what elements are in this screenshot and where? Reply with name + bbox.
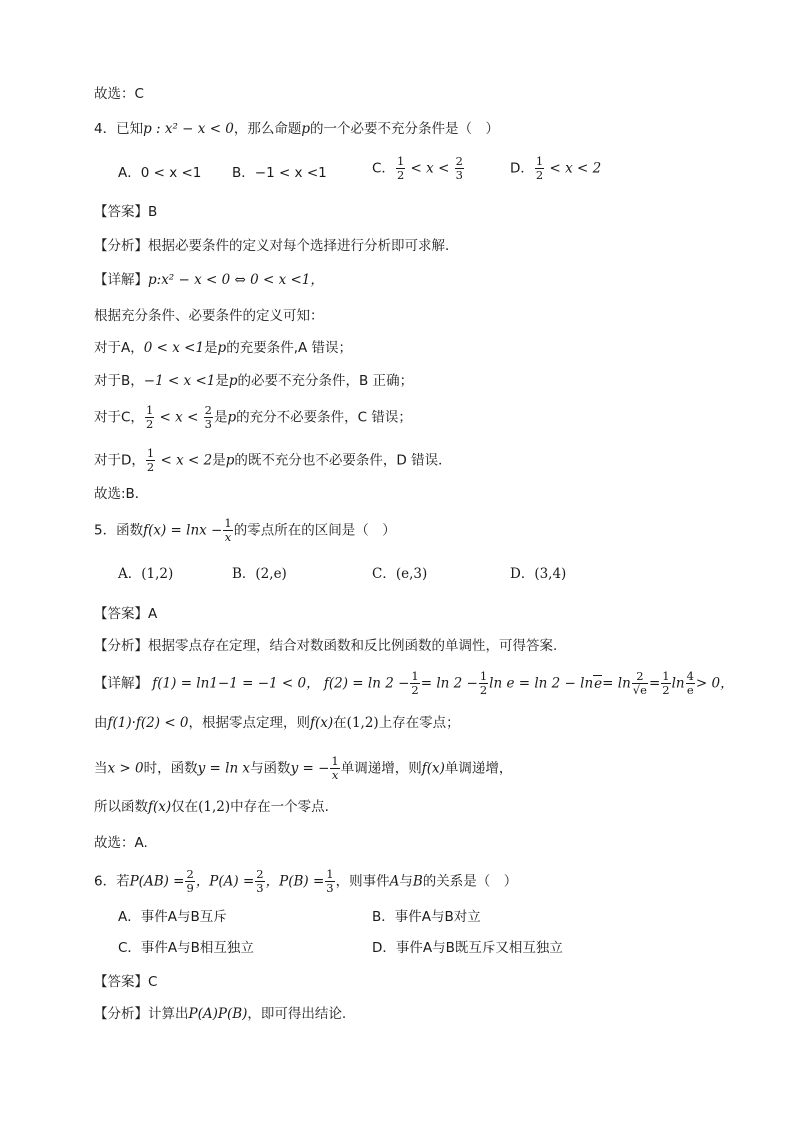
text-line: 对于D， $\frac{1}{2}$ < x < 2是p的既不充分也不必要条件，D 错误． — [94, 446, 452, 474]
option-b[interactable]: B．事件A与B对立 — [372, 909, 481, 925]
option-d[interactable]: D． $\frac{1}{2}$ < x < 2 — [510, 154, 602, 182]
detail-line: 【详解】p:x² − x < 0 ⇔ 0 < x <1， — [94, 272, 324, 288]
option-c[interactable]: C． $\frac{1}{2}$ < x < $\frac{2}{3}$ — [372, 154, 463, 182]
answer-line: 【答案】C — [94, 974, 158, 990]
text-line: 所以函数f(x)仅在(1,2)中存在一个零点. — [94, 799, 329, 815]
analysis-line: 【分析】根据零点存在定理，结合对数函数和反比例函数的单调性，可得答案. — [94, 638, 558, 654]
question-5-stem: 5．函数f(x) = lnx − $\frac{1}{x}$ 的零点所在的区间是（ ） — [94, 516, 396, 544]
option-d[interactable]: D．(3,4) — [510, 566, 567, 582]
question-4-stem: 4．已知p : x² − x < 0，那么命题p的一个必要不充分条件是（ ） — [94, 121, 500, 137]
option-b[interactable]: B．−1 < x <1 — [232, 165, 327, 181]
answer-line: 【答案】B — [94, 204, 158, 220]
text-line: 故选:B． — [94, 486, 149, 502]
text-line: 由f(1)·f(2) < 0，根据零点定理，则f(x)在(1,2)上存在零点； — [94, 715, 460, 731]
answer-line: 【答案】A — [94, 606, 158, 622]
question-6-stem: 6．若P(AB) = $\frac{2}{9}$ ，P(A) = $\frac{2}{3}$ ，P(B) = $\frac{1}{3}$ ，则事件A与B的关系是（ ） — [94, 867, 518, 895]
option-b[interactable]: B．(2,e) — [232, 566, 287, 582]
option-a[interactable]: A．0 < x <1 — [118, 165, 202, 181]
option-a[interactable]: A．事件A与B互斥 — [118, 909, 227, 925]
analysis-line: 【分析】根据必要条件的定义对每个选择进行分析即可求解． — [94, 238, 459, 254]
analysis-line: 【分析】计算出P(A)P(B)，即可得出结论. — [94, 1006, 347, 1022]
option-d[interactable]: D．事件A与B既互斥又相互独立 — [372, 940, 563, 956]
text-line: 故选：A. — [94, 835, 148, 851]
text-line: 故选：C — [94, 86, 144, 102]
text-line: 对于B，−1 < x <1是p的必要不充分条件，B 正确； — [94, 373, 414, 389]
option-c[interactable]: C．(e,3) — [372, 566, 428, 582]
text-line: 对于A，0 < x <1是p的充要条件,A 错误； — [94, 340, 353, 356]
text-line: 当x > 0时，函数y = ln x与函数y = − $\frac{1}{x}$ 单调递增，则f(x)单调递增， — [94, 754, 513, 782]
option-a[interactable]: A．(1,2) — [118, 566, 174, 582]
text-line: 对于C， $\frac{1}{2}$ < x < $\frac{2}{3}$ 是p的充分不必要条件，C 错误； — [94, 403, 412, 431]
text-line: 根据充分条件、必要条件的定义可知： — [94, 308, 324, 324]
option-c[interactable]: C．事件A与B相互独立 — [118, 940, 254, 956]
detail-line: 【详解】 f(1) = ln1−1 = −1 < 0， f(2) = ln 2 − $\frac{1}{2}$ = ln 2 − $\frac{1}{2}$ ln e = ln 2 − lne= ln $\frac{2}{√e}$ = $\frac{1}{2}$ ln $\frac{4}{e}$ > 0， — [94, 669, 734, 697]
